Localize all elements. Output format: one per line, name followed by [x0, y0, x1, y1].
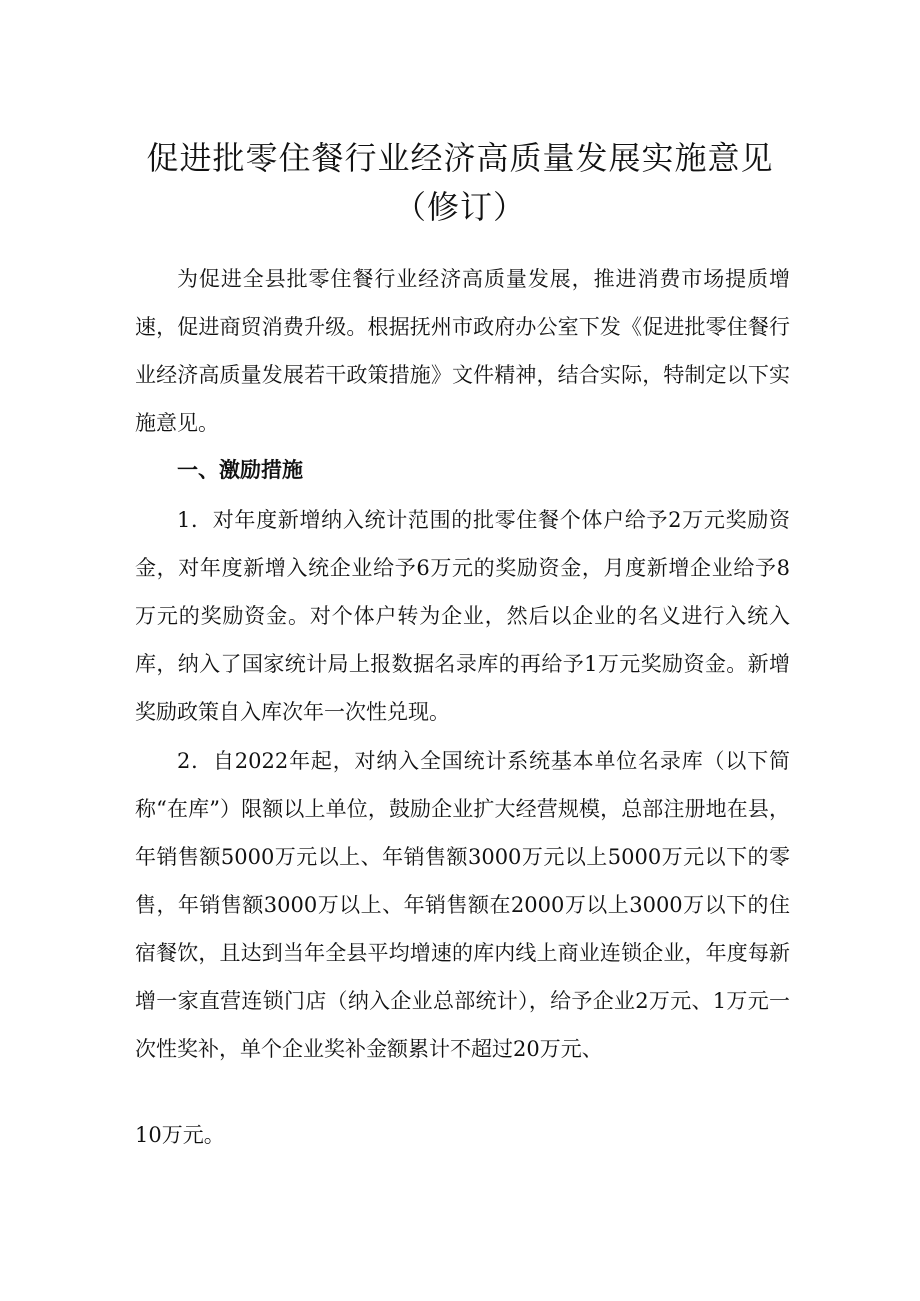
measure-item-1: 1．对年度新增纳入统计范围的批零住餐个体户给予2万元奖励资金，对年度新增入统企业给予6万元的奖励资金，月度新增企业给予8万元的奖励资金。对个体户转为企业，然后以企业的名义进行入统入库，纳入了国家统计局上报数据名录库的再给予1万元奖励资金。新增奖励政策自入库次年一次性兑现。 — [135, 508, 790, 724]
measure-item-2: 2．自2022年起，对纳入全国统计系统基本单位名录库（以下简称“在库”）限额以上单位，鼓励企业扩大经营规模，总部注册地在县，年销售额5000万元以上、年销售额3000万元以上5000万元以下的零售，年销售额3000万以上、年销售额在2000万以上3000万以下的住宿餐饮，且达到当年全县平均增速的库内线上商业连锁企业，年度每新增一家直营连锁门店（纳入企业总部统计），给予企业2万元、1万元一次性奖补，单个企业奖补金额累计不超过20万元、 — [135, 749, 790, 1061]
section-heading: 一、激励措施 — [177, 458, 303, 482]
intro-paragraph: 为促进全县批零住餐行业经济高质量发展，推进消费市场提质增速，促进商贸消费升级。根据抚州市政府办公室下发《促进批零住餐行业经济高质量发展若干政策措施》文件精神，结合实际，特制定以下实施意见。 — [135, 267, 790, 435]
document-title: 促进批零住餐行业经济高质量发展实施意见 — [146, 139, 774, 177]
document-subtitle: （修订） — [393, 188, 526, 226]
measure-item-2-tail: 10万元。 — [135, 1123, 225, 1147]
